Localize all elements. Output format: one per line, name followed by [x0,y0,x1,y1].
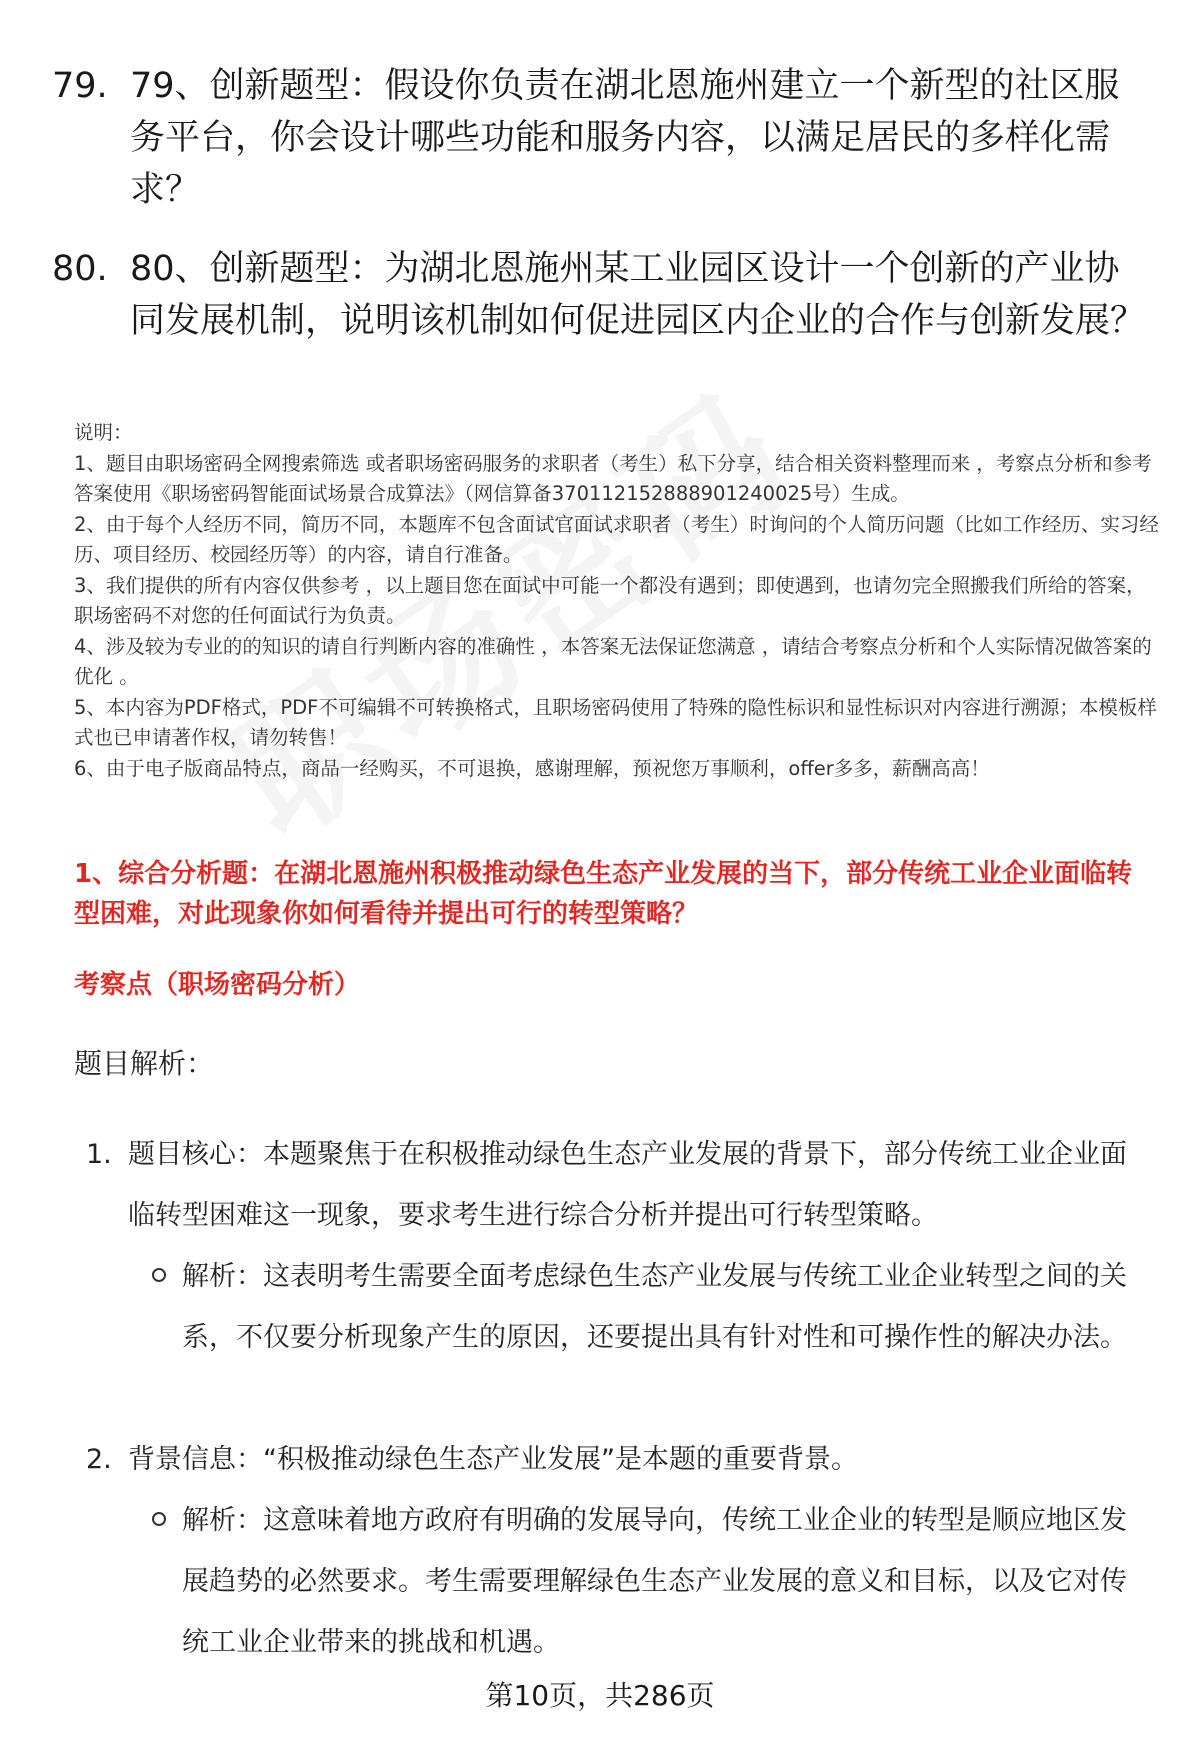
circle-bullet-icon [152,1268,166,1282]
notes-section [74,418,1164,784]
analysis-item-number: 1. [86,1139,112,1170]
note-item: 4、涉及较为专业的的知识的请自行判断内容的准确性 ，本答案无法保证您满意 ，请结合考察点分析和个人实际情况做答案的优化 。 [74,634,1152,688]
analysis-item-text: 背景信息：“积极推动绿色生态产业发展”是本题的重要背景。 [128,1444,858,1475]
question-number: 79. [52,66,108,106]
circle-bullet-icon [152,1512,166,1526]
analysis-sub-text: 解析：这表明考生需要全面考虑绿色生态产业发展与传统工业企业转型之间的关系，不仅要分析现象产生的原因，还要提出具有针对性和可操作性的解决办法。 [182,1261,1127,1353]
analysis-sub-text: 解析：这意味着地方政府有明确的发展导向，传统工业企业的转型是顺应地区发展趋势的必然要求。考生需要理解绿色生态产业发展的意义和目标，以及它对传统工业企业带来的挑战和机遇。 [182,1505,1127,1658]
question-text: 79、创新题型：假设你负责在湖北恩施州建立一个新型的社区服务平台，你会设计哪些功能和服务内容，以满足居民的多样化需求？ [130,66,1120,210]
analysis-item-number: 2. [86,1444,112,1475]
note-item: 5、本内容为PDF格式，PDF不可编辑不可转换格式，且职场密码使用了特殊的隐性标识和显性标识对内容进行溯源；本模板样式也已申请著作权，请勿转售！ [74,695,1157,749]
exam-point-heading: 考察点（职场密码分析） [74,970,361,1000]
note-item: 3、我们提供的所有内容仅供参考 ，以上题目您在面试中可能一个都没有遇到；即使遇到，也请勿完全照搬我们所给的答案，职场密码不对您的任何面试行为负责。 [74,573,1146,627]
main-question-heading: 1、综合分析题：在湖北恩施州积极推动绿色生态产业发展的当下，部分传统工业企业面临转型困难，对此现象你如何看待并提出可行的转型策略？ [74,859,1133,929]
page-footer: 第10页，共286页 [485,1679,715,1712]
analysis-item-text: 题目核心：本题聚焦于在积极推动绿色生态产业发展的背景下，部分传统工业企业面临转型困难这一现象，要求考生进行综合分析并提出可行转型策略。 [128,1139,1127,1231]
question-text: 80、创新题型：为湖北恩施州某工业园区设计一个创新的产业协同发展机制，说明该机制如何促进园区内企业的合作与创新发展？ [130,249,1146,341]
notes-title: 说明： [74,421,133,444]
analysis-label: 题目解析： [74,1047,215,1080]
question-number: 80. [52,249,108,289]
note-item: 2、由于每个人经历不同，简历不同，本题库不包含面试官面试求职者（考生）时询问的个人简历问题（比如工作经历、实习经历、项目经历、校园经历等）的内容，请自行准备。 [74,512,1159,566]
note-item: 6、由于电子版商品特点，商品一经购买，不可退换，感谢理解，预祝您万事顺利，offer多多，薪酬高高！ [74,756,990,780]
note-item: 1、题目由职场密码全网搜索筛选 或者职场密码服务的求职者（考生）私下分享，结合相关资料整理而来 ，考察点分析和参考答案使用《职场密码智能面试场景合成算法》（网信算备370112152888901240025号）生成。 [74,451,1152,505]
